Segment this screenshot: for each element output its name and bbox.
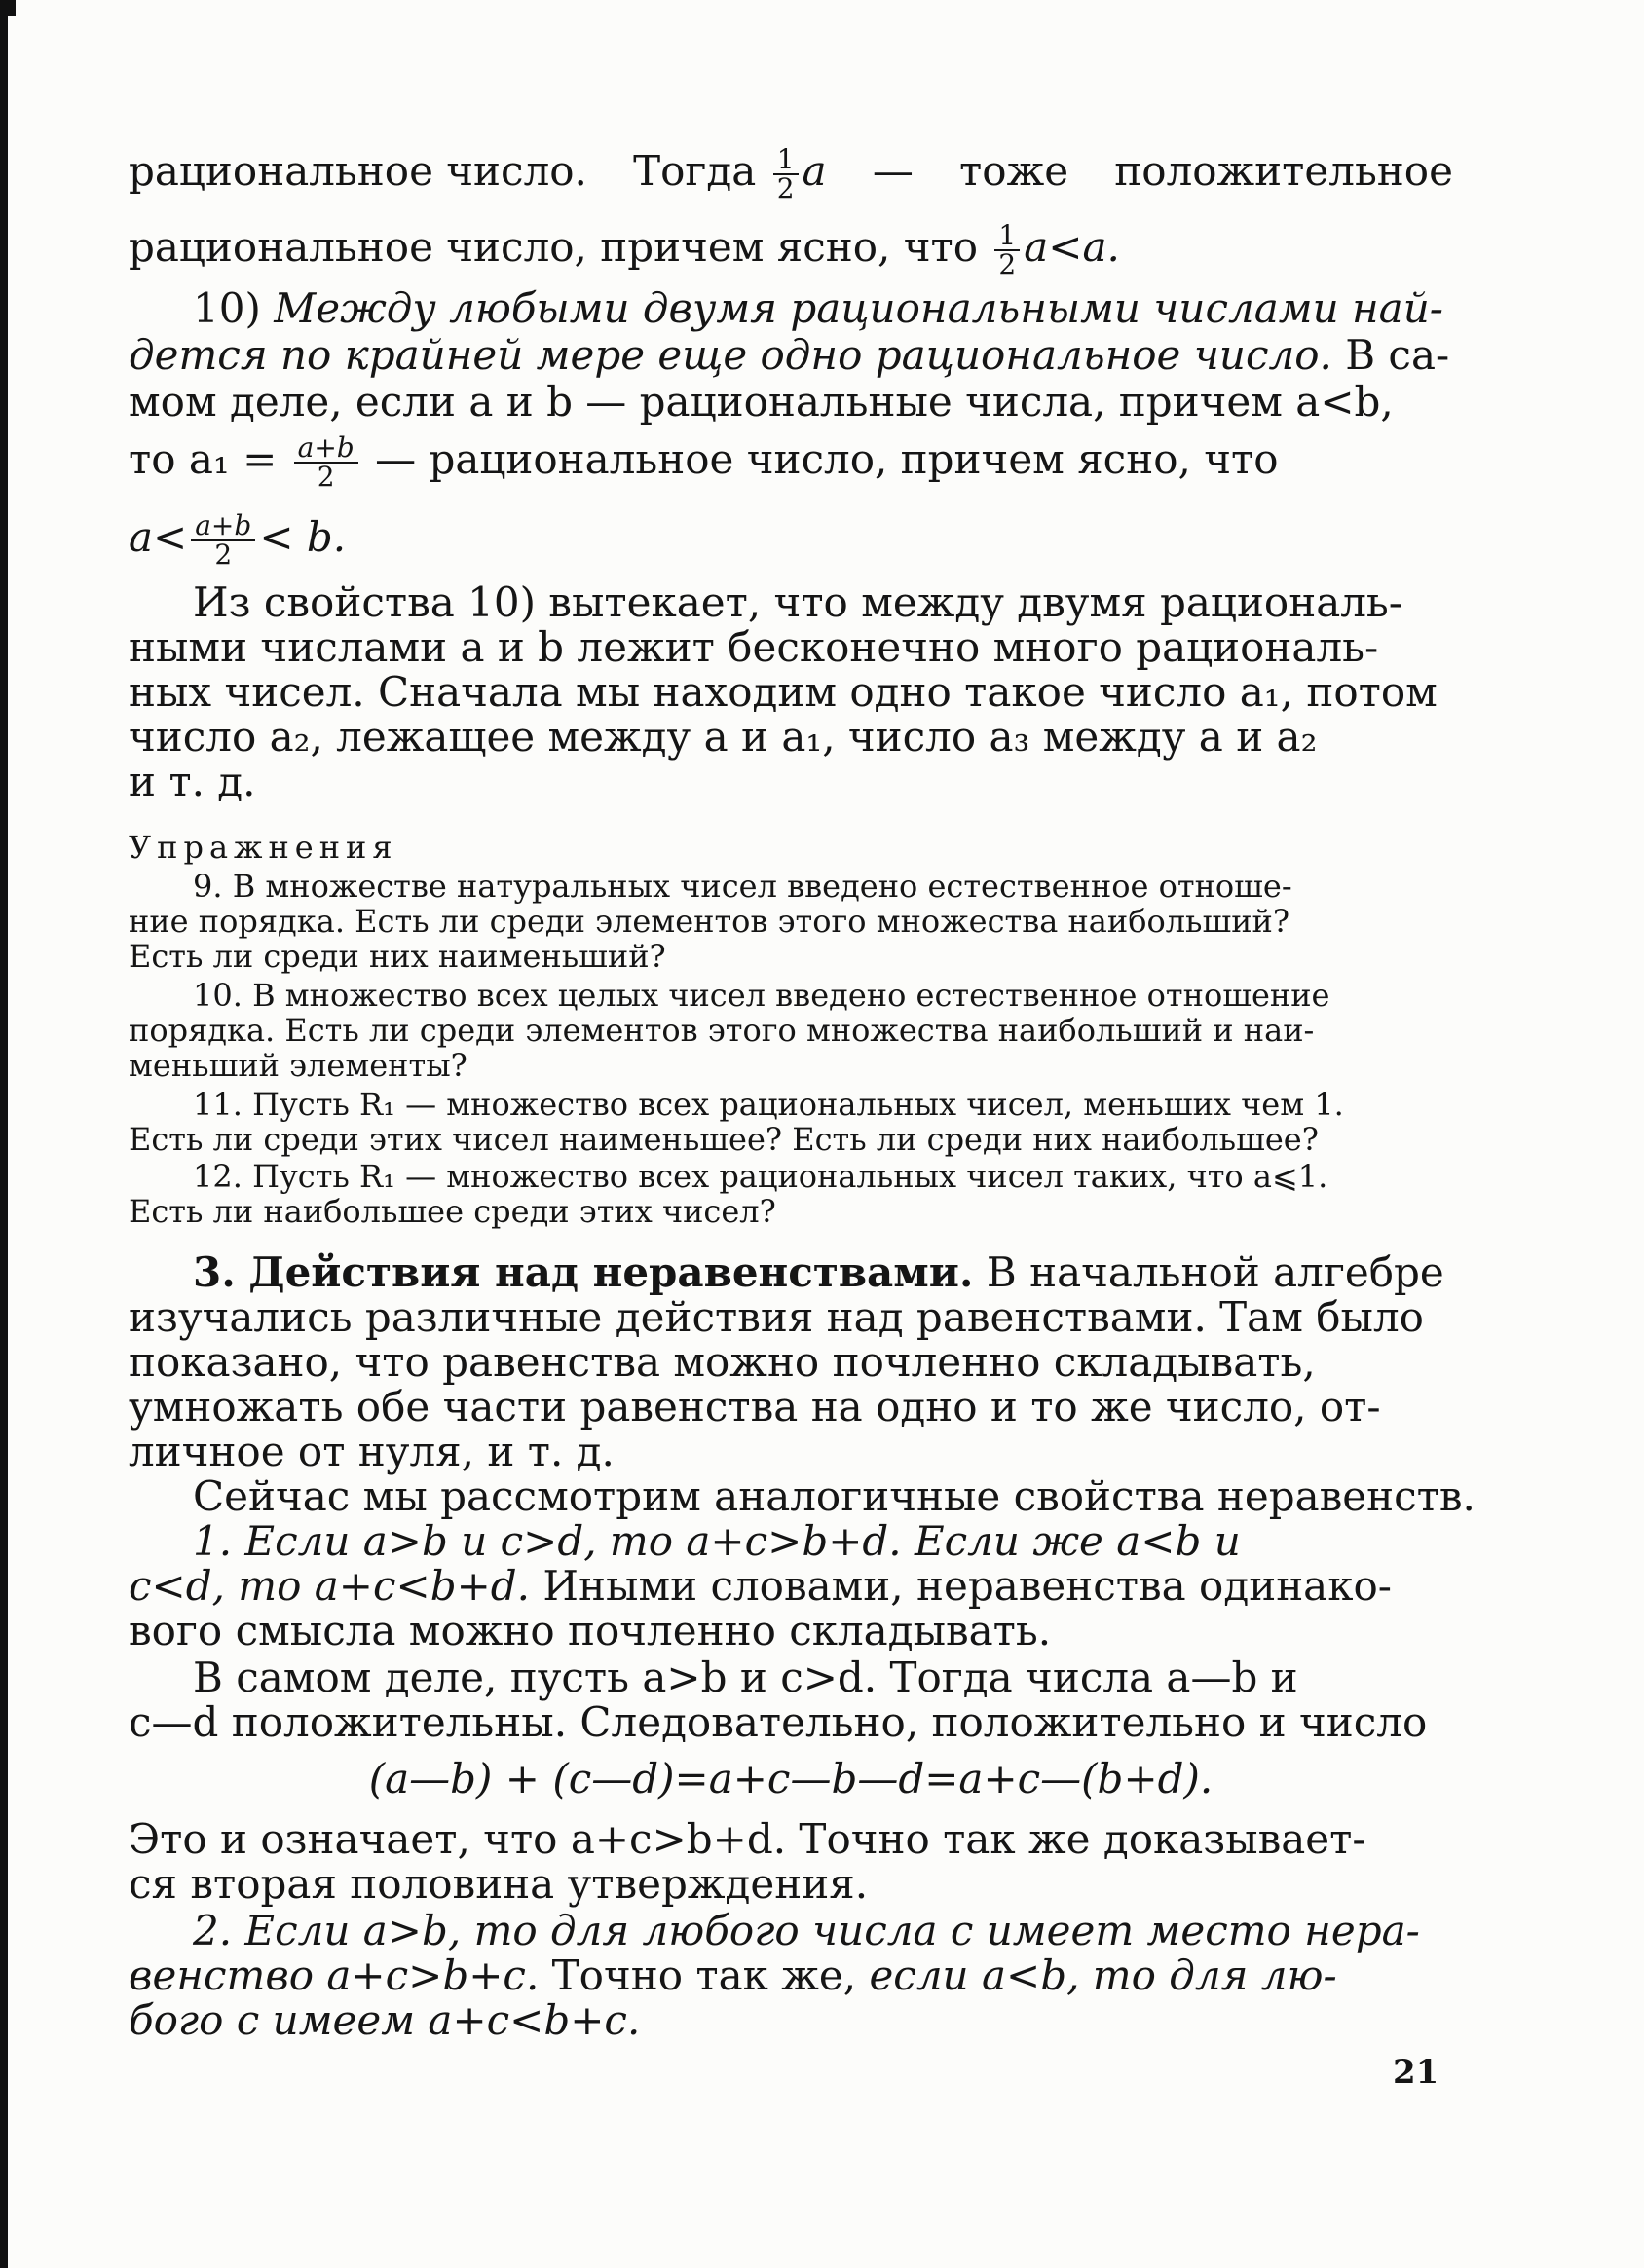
text: В са- <box>1345 331 1450 379</box>
page-number: 21 <box>1393 2053 1439 2092</box>
scan-edge <box>0 0 8 2268</box>
prop1-formula: (a—b) + (c—d)=a+c—b—d=a+c—(b+d). <box>368 1755 1214 1803</box>
prop1-line-2 <box>129 1562 1453 1611</box>
italic-text: дется по крайней мере еще одно рациональное число. <box>129 331 1332 379</box>
prop1-line-3: вого смысла можно почленно складывать. <box>129 1607 1052 1655</box>
section-number: 3. <box>193 1248 236 1296</box>
exercise-line: Есть ли наибольшее среди этих чисел? <box>129 1193 776 1230</box>
section-title: Действия над неравенствами. <box>248 1248 974 1296</box>
section-3-line-1 <box>193 1248 1453 1297</box>
section-3-line: показано, что равенства можно почленно складывать, <box>129 1338 1316 1386</box>
consequence-line-5: и т. д. <box>129 758 256 805</box>
section-3-line: изучались различные действия над равенствами. Там было <box>129 1293 1424 1341</box>
section-3-line: Сейчас мы рассмотрим аналогичные свойства неравенств. <box>193 1472 1476 1520</box>
p10-line-4 <box>129 431 1453 493</box>
exercise-line: 10. В множество всех целых чисел введено естественное отношение <box>193 977 1330 1014</box>
text: Тогда <box>633 147 757 195</box>
consequence-line-1: Из свойства 10) вытекает, что между двумя рациональ- <box>193 578 1402 626</box>
italic-text: c<d, то a+c<b+d. <box>129 1562 531 1610</box>
prop1-line-7: Это и означает, что a+c>b+d. Точно так же доказывает- <box>129 1815 1366 1863</box>
prop2-line-3: бого c имеем a+c<b+c. <box>129 1996 641 2044</box>
text: то a₁ = <box>129 435 278 483</box>
text: положительное <box>1114 147 1453 195</box>
exercise-line: 11. Пусть R₁ — множество всех рациональных чисел, меньших чем 1. <box>193 1086 1344 1123</box>
exercise-line: Есть ли среди этих чисел наименьшее? Есть ли среди них наибольшее? <box>129 1121 1319 1158</box>
fraction-half: $\frac{1}{2}$ <box>773 146 799 203</box>
exercise-line: Есть ли среди них наименьший? <box>129 938 666 975</box>
consequence-line-4: число a₂, лежащее между a и a₁, число a₃ между a и a₂ <box>129 713 1318 761</box>
exercise-line: ние порядка. Есть ли среди элементов этого множества наибольший? <box>129 903 1290 940</box>
text: рациональное число. <box>129 147 587 195</box>
exercise-line: 9. В множестве натуральных чисел введено естественное отноше- <box>193 868 1292 905</box>
prop1-line-8: ся вторая половина утверждения. <box>129 1860 869 1908</box>
text: — рациональное число, причем ясно, что <box>375 435 1279 483</box>
prop1-line-5: c—d положительны. Следовательно, положительно и число <box>129 1698 1428 1746</box>
prop2-line-1: 2. Если a>b, то для любого числа c имеет место нера- <box>193 1907 1420 1954</box>
p10-line-5: a< $\frac{a+b}{2}$ < b. <box>129 509 347 571</box>
text: Иными словами, неравенства одинако- <box>542 1562 1392 1610</box>
prop1-line-1: 1. Если a>b и c>d, то a+c>b+d. Если же a<b и <box>193 1517 1241 1565</box>
dash: — <box>872 147 914 195</box>
prop2-line-2 <box>129 1952 1453 2000</box>
italic-text: Между любыми двумя рациональными числами най- <box>274 284 1443 332</box>
math-half-a: Тогда $\frac{1}{2}$ a <box>633 143 827 204</box>
text: В начальной алгебре <box>986 1248 1444 1296</box>
p10-line-3: мом деле, если a и b — рациональные числа, причем a<b, <box>129 378 1394 426</box>
fraction-half: $\frac{1}{2}$ <box>994 222 1020 279</box>
text-line-1 <box>129 143 1453 204</box>
text: рациональное число, причем ясно, что <box>129 223 979 271</box>
text-line-2: рациональное число, причем ясно, что $\frac{1}{2}$ a<a. <box>129 219 1120 280</box>
text: Точно так же, <box>551 1952 857 1999</box>
p10-line-1 <box>193 284 1453 333</box>
exercise-line: меньший элементы? <box>129 1047 467 1084</box>
scan-corner <box>0 0 16 16</box>
text: тоже <box>959 147 1069 195</box>
section-3-line: личное от нуля, и т. д. <box>129 1428 615 1475</box>
exercise-line: 12. Пусть R₁ — множество всех рациональных чисел таких, что a⩽1. <box>193 1158 1328 1195</box>
fraction-a-plus-b: $\frac{a+b}{2}$ <box>294 434 358 491</box>
exercise-line: порядка. Есть ли среди элементов этого множества наибольший и наи- <box>129 1012 1315 1049</box>
section-3-line: умножать обе части равенства на одно и то же число, от- <box>129 1383 1381 1431</box>
exercises-heading: Упражнения <box>129 829 398 866</box>
prop1-line-4: В самом деле, пусть a>b и c>d. Тогда числа a—b и <box>193 1654 1298 1701</box>
text: 10) <box>193 284 261 332</box>
italic-text: венство a+c>b+c. <box>129 1952 540 1999</box>
consequence-line-3: ных чисел. Сначала мы находим одно такое число a₁, потом <box>129 668 1438 716</box>
consequence-line-2: ными числами a и b лежит бесконечно много рациональ- <box>129 623 1379 671</box>
italic-text: если a<b, то для лю- <box>869 1952 1337 1999</box>
p10-line-2 <box>129 331 1453 380</box>
fraction-a-plus-b: $\frac{a+b}{2}$ <box>191 512 255 569</box>
